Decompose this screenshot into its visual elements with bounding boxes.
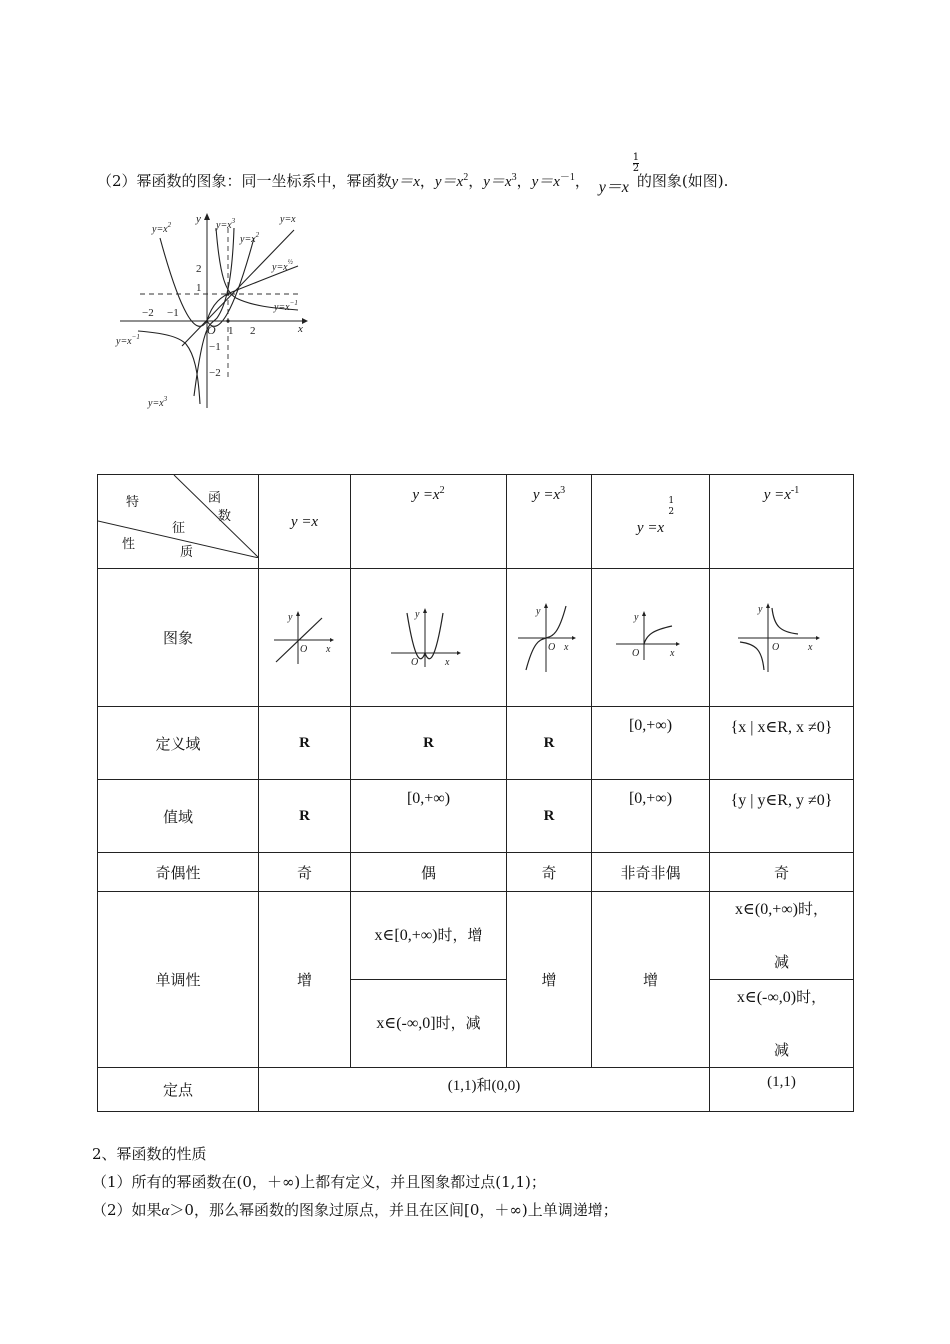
separator: ， xyxy=(468,172,484,190)
formula-y-x2-base: y＝x xyxy=(434,174,464,190)
tick-x-neg1: −1 xyxy=(167,307,179,319)
svg-text:O: O xyxy=(548,641,556,653)
row-label-fixed-point: 定点 xyxy=(98,1068,259,1112)
label-x: y=x xyxy=(280,214,296,225)
domain-y-x3: R xyxy=(507,707,592,780)
svg-text:O: O xyxy=(299,643,307,655)
header-y-sqrt xyxy=(592,475,710,569)
fixed-point-merged: (1,1)和(0,0) xyxy=(259,1068,710,1112)
curve-y-inv-left xyxy=(138,331,200,404)
svg-text:y: y xyxy=(757,603,762,615)
range-y-x3: R xyxy=(507,780,592,853)
mono-y-inv-top-math: x∈(0,+∞) xyxy=(735,901,798,918)
formula-y-x3-base: y＝x xyxy=(483,174,512,190)
mini-graph-y-x-cell xyxy=(259,569,351,707)
corner-label-te: 特 xyxy=(126,495,140,510)
row-label-range: 值域 xyxy=(98,780,259,853)
svg-text:x: x xyxy=(564,641,569,653)
corner-label-han: 函 xyxy=(208,491,222,506)
y-axis-arrow xyxy=(204,213,210,220)
label-x2-left: $y=x^2$ xyxy=(152,221,172,235)
mono-y-inv-top xyxy=(710,892,854,980)
parity-y-x3: 奇 xyxy=(507,853,592,892)
header-y-x-text: y =x xyxy=(290,514,319,530)
label-inv-left: $y=x^{-1}$ xyxy=(116,333,140,347)
corner-header-cell xyxy=(98,475,259,569)
section2-paragraph-2 xyxy=(92,1196,618,1225)
mini-graph-y-sqrt-cell xyxy=(592,569,710,707)
tick-x-2: 2 xyxy=(250,325,256,337)
parity-y-x2: 偶 xyxy=(351,853,507,892)
tick-x-1: 1 xyxy=(228,325,234,337)
parity-y-inv: 奇 xyxy=(710,853,854,892)
domain-y-x: R xyxy=(259,707,351,780)
parity-y-x: 奇 xyxy=(259,853,351,892)
tick-x-neg2: −2 xyxy=(142,307,154,319)
label-x3-top: $y=x^3$ xyxy=(216,217,236,231)
header-y-x3-base: y =x xyxy=(532,487,561,503)
corner-label-xing: 性 xyxy=(122,537,136,552)
row-label-monotonicity: 单调性 xyxy=(98,892,259,1068)
header-y-x3 xyxy=(507,475,592,569)
point-1-1 xyxy=(226,292,229,295)
power-functions-graph xyxy=(112,208,322,418)
mini-graph-y-x xyxy=(270,608,340,668)
row-label-domain: 定义域 xyxy=(98,707,259,780)
table-row-range xyxy=(98,780,854,853)
mono-y-inv-bot-word: 减 xyxy=(773,1041,789,1059)
mono-y-x2-top-math: x∈[0,+∞) xyxy=(374,927,438,944)
intro-prefix: （2）幂函数的图象：同一坐标系中，幂函数 xyxy=(97,172,392,190)
table-row-graph xyxy=(98,569,854,707)
header-y-sqrt-exp xyxy=(668,496,674,518)
row-label-graph: 图象 xyxy=(98,569,259,707)
x-axis-arrow xyxy=(302,318,308,324)
svg-text:x: x xyxy=(807,641,812,653)
formula-y-x2-exp: 2 xyxy=(463,172,469,183)
tick-y-neg1: −1 xyxy=(209,341,221,353)
header-y-inv-base: y =x xyxy=(763,487,791,503)
origin-label: O xyxy=(207,323,216,337)
domain-y-x2: R xyxy=(351,707,507,780)
exp-denominator: 2 xyxy=(632,163,640,174)
mono-y-x2-bot-text: 时，减 xyxy=(435,1014,481,1032)
label-x3-bottom: $y=x^3$ xyxy=(148,395,168,409)
section2-paragraph-1: （1）所有的幂函数在(0，＋∞)上都有定义，并且图象都过点(1,1)； xyxy=(92,1173,546,1191)
corner-label-shu: 数 xyxy=(218,509,232,524)
label-sqrt: $y=x^{\frac{1}{2}}$ xyxy=(272,258,293,273)
mono-y-inv-bottom xyxy=(710,980,854,1068)
table-row-domain xyxy=(98,707,854,780)
svg-text:x: x xyxy=(325,643,330,655)
header-y-x xyxy=(259,475,351,569)
parity-y-sqrt: 非奇非偶 xyxy=(592,853,710,892)
mini-graph-y-inv xyxy=(736,602,828,674)
formula-y-xinv-base: y＝x xyxy=(531,174,560,190)
table-row-fixed-point xyxy=(98,1068,854,1112)
separator: ， xyxy=(574,172,590,190)
svg-text:x: x xyxy=(669,647,674,659)
svg-text:x: x xyxy=(444,656,449,668)
section2-title: 2、幂函数的性质 xyxy=(92,1145,207,1163)
svg-text:O: O xyxy=(410,656,418,668)
range-y-x2: [0,+∞) xyxy=(351,780,507,853)
mono-y-x2-bot-math: x∈(-∞,0] xyxy=(376,1015,436,1032)
domain-y-inv: {x | x∈R, x ≠0} xyxy=(710,707,854,780)
header-y-x2 xyxy=(351,475,507,569)
mono-y-inv-bot-math: x∈(-∞,0) xyxy=(736,989,797,1006)
header-y-sqrt-base: y =x xyxy=(636,520,665,536)
label-inv-right: $y=x^{-1}$ xyxy=(274,299,298,313)
label-x2-right: $y=x^2$ xyxy=(240,231,260,245)
mono-y-inv-top-word: 减 xyxy=(773,953,789,971)
header-y-x2-base: y =x xyxy=(412,487,440,503)
point-1-0 xyxy=(226,319,229,322)
x-axis-label: x xyxy=(298,323,303,335)
range-y-sqrt: [0,+∞) xyxy=(592,780,710,853)
mono-y-x2-top xyxy=(351,892,507,980)
mono-y-x2-top-text: 时，增 xyxy=(437,926,483,944)
section-power-function-properties xyxy=(92,1140,618,1225)
table-header-row xyxy=(98,475,854,569)
mini-graph-y-x3-cell xyxy=(507,569,592,707)
tick-y-neg2: −2 xyxy=(209,367,221,379)
separator: ， xyxy=(516,172,532,190)
formula-y-x: y＝x xyxy=(391,174,420,190)
corner-label-zhi: 质 xyxy=(180,545,194,560)
mono-y-inv-top-text: 时， xyxy=(797,900,828,918)
svg-text:O: O xyxy=(771,641,779,653)
svg-text:y: y xyxy=(287,611,292,623)
fixed-point-y-inv: (1,1) xyxy=(710,1068,854,1112)
table-row-monotonicity xyxy=(98,892,854,980)
svg-text:y: y xyxy=(536,605,541,617)
header-y-x3-exp: 3 xyxy=(560,485,566,496)
tick-y-2: 2 xyxy=(196,263,202,275)
domain-y-sqrt: [0,+∞) xyxy=(592,707,710,780)
header-y-sqrt-wrap xyxy=(636,496,675,537)
exp-denominator: 2 xyxy=(668,507,675,517)
formula-y-sqrt-exp xyxy=(633,153,639,174)
row-label-parity: 奇偶性 xyxy=(98,853,259,892)
mini-graph-y-x3 xyxy=(516,600,582,676)
intro-suffix: 的图象(如图). xyxy=(636,172,729,190)
mono-y-sqrt: 增 xyxy=(592,892,710,1068)
svg-text:y: y xyxy=(633,611,638,623)
p2-alpha: α xyxy=(161,1203,170,1219)
header-y-inv xyxy=(710,475,854,569)
separator: ， xyxy=(419,172,435,190)
intro-paragraph xyxy=(97,152,857,196)
formula-y-xinv-exp: －1 xyxy=(559,172,575,183)
p2-prefix: （2）如果 xyxy=(92,1201,162,1219)
formula-y-x3-exp: 3 xyxy=(511,172,517,183)
table-row-parity xyxy=(98,853,854,892)
range-y-inv: {y | y∈R, y ≠0} xyxy=(710,780,854,853)
corner-label-zheng: 征 xyxy=(172,521,186,536)
svg-text:O: O xyxy=(631,647,639,659)
svg-text:y: y xyxy=(414,608,419,620)
tick-y-1: 1 xyxy=(196,282,202,294)
p2-suffix: ＞0，那么幂函数的图象过原点，并且在区间[0，＋∞)上单调递增； xyxy=(169,1201,618,1219)
mono-y-x2-bottom xyxy=(351,980,507,1068)
mini-graph-y-inv-cell xyxy=(710,569,854,707)
mono-y-x3: 增 xyxy=(507,892,592,1068)
mini-graph-y-sqrt xyxy=(614,608,688,668)
mono-y-x: 增 xyxy=(259,892,351,1068)
formula-y-sqrt xyxy=(598,152,640,202)
header-y-x2-exp: 2 xyxy=(439,485,445,496)
formula-y-sqrt-base: y＝x xyxy=(598,179,629,196)
y-axis-label: y xyxy=(196,213,201,225)
power-function-properties-table xyxy=(97,474,854,1112)
mini-graph-y-x2-cell xyxy=(351,569,507,707)
header-y-inv-exp: -1 xyxy=(790,485,800,496)
exp-numerator: 1 xyxy=(632,152,640,163)
range-y-x: R xyxy=(259,780,351,853)
exp-numerator: 1 xyxy=(668,496,675,506)
mini-graph-y-x2 xyxy=(389,605,469,671)
mono-y-inv-bot-text: 时， xyxy=(796,988,827,1006)
